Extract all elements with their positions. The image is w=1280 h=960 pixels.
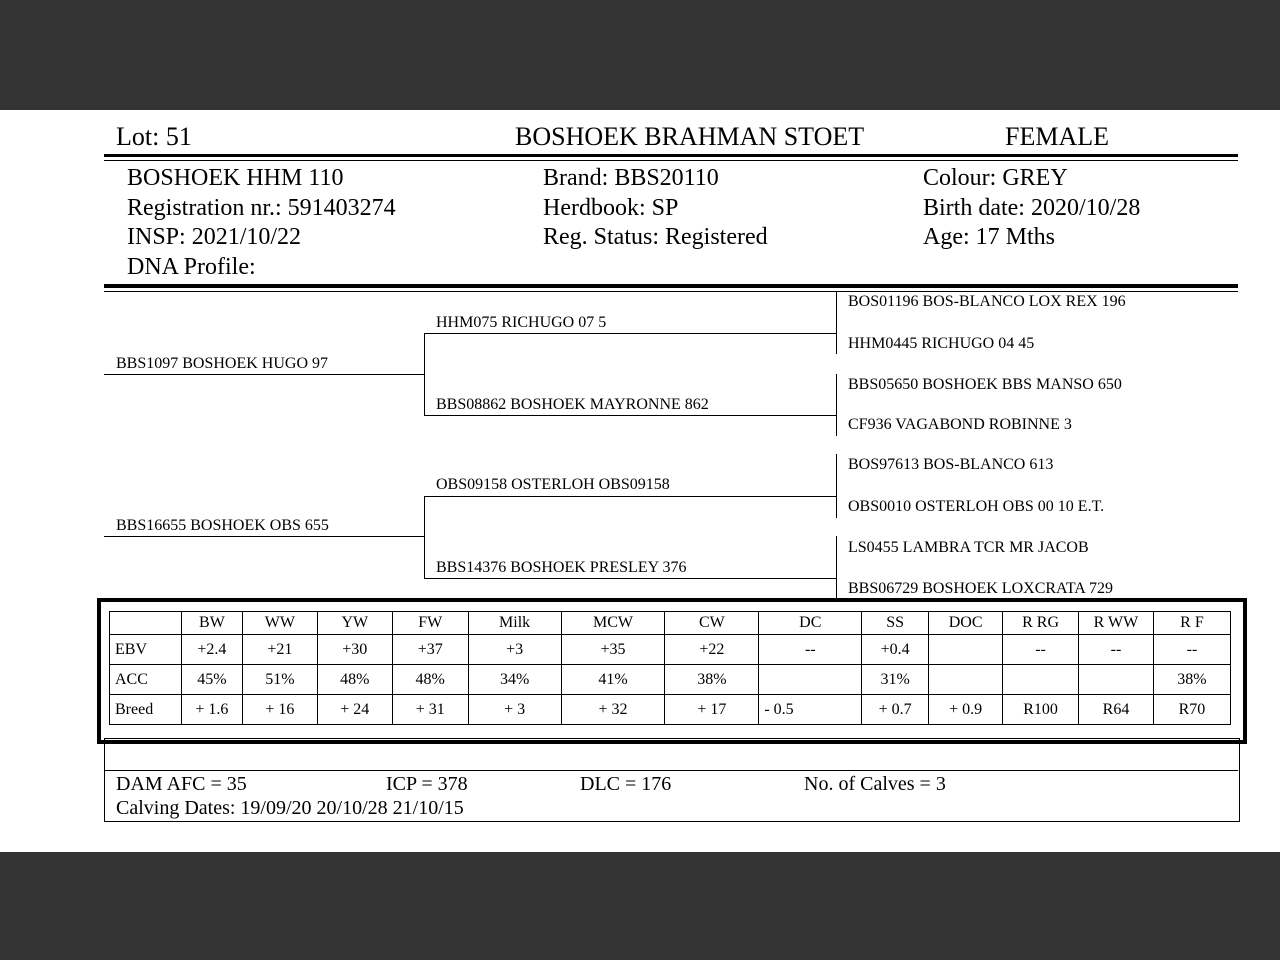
sire-sire-line (424, 333, 836, 334)
ebv-header-cell: YW (317, 612, 392, 635)
herdbook: Herdbook: SP (543, 195, 679, 221)
ebv-cell: R64 (1079, 695, 1154, 725)
dam-dam-line (424, 578, 836, 579)
ebv-cell: R70 (1153, 695, 1230, 725)
calving-dates: Calving Dates: 19/09/20 20/10/28 21/10/15 (116, 797, 464, 819)
sire-dam-line (424, 415, 836, 416)
dam-afc: DAM AFC = 35 (116, 773, 247, 795)
ebv-cell: + 32 (561, 695, 665, 725)
lot-catalog-page (0, 110, 1280, 852)
dam-statistics-divider (104, 770, 1238, 771)
pedigree-ggp-8: BBS06729 BOSHOEK LOXCRATA 729 (848, 580, 1113, 597)
brand: Brand: BBS20110 (543, 165, 719, 191)
pedigree-ggp-4: CF936 VAGABOND ROBINNE 3 (848, 416, 1072, 433)
dna-profile: DNA Profile: (127, 254, 256, 280)
age: Age: 17 Mths (923, 224, 1055, 250)
ebv-cell: 38% (665, 665, 759, 695)
ebv-cell: +0.4 (862, 635, 929, 665)
ebv-header-cell: DOC (929, 612, 1003, 635)
ebv-row (110, 695, 1231, 725)
ebv-header-cell: DC (759, 612, 862, 635)
dam-bracket (424, 496, 425, 578)
ebv-cell (929, 635, 1003, 665)
ebv-header-cell: FW (392, 612, 468, 635)
ebv-cell: +21 (242, 635, 317, 665)
sire-bracket (424, 333, 425, 415)
ebv-header-cell (110, 612, 182, 635)
ebv-cell: -- (759, 635, 862, 665)
icp: ICP = 378 (386, 773, 468, 795)
ebv-cell: 48% (392, 665, 468, 695)
ebv-cell: +22 (665, 635, 759, 665)
ebv-cell: 31% (862, 665, 929, 695)
ebv-row-label: EBV (110, 635, 182, 665)
header-rule-thick (104, 154, 1238, 157)
ebv-cell: + 24 (317, 695, 392, 725)
pedigree-ggp-3: BBS05650 BOSHOEK BBS MANSO 650 (848, 376, 1122, 393)
ebv-row-label: Breed (110, 695, 182, 725)
sex-label: FEMALE (1005, 122, 1109, 151)
dam-line (104, 536, 424, 537)
ggp-bracket-2 (836, 374, 837, 436)
ggp-bracket-3 (836, 454, 837, 518)
info-rule-thick (104, 284, 1238, 288)
ebv-header-cell: R WW (1079, 612, 1154, 635)
ebv-cell: 51% (242, 665, 317, 695)
ebv-cell: - 0.5 (759, 695, 862, 725)
pedigree-sire: BBS1097 BOSHOEK HUGO 97 (116, 355, 329, 372)
ebv-header-cell: R RG (1003, 612, 1079, 635)
registration-status: Reg. Status: Registered (543, 224, 768, 250)
ebv-cell: +37 (392, 635, 468, 665)
ebv-cell: + 17 (665, 695, 759, 725)
ebv-cell: +35 (561, 635, 665, 665)
pedigree-sire-dam: BBS08862 BOSHOEK MAYRONNE 862 (436, 396, 709, 413)
number-of-calves: No. of Calves = 3 (804, 773, 946, 795)
ebv-cell: + 3 (468, 695, 561, 725)
ebv-row-label: ACC (110, 665, 182, 695)
ebv-header-cell: BW (181, 612, 242, 635)
pedigree-dam-dam: BBS14376 BOSHOEK PRESLEY 376 (436, 559, 687, 576)
pedigree-ggp-2: HHM0445 RICHUGO 04 45 (848, 335, 1035, 352)
ebv-header-cell: CW (665, 612, 759, 635)
ebv-cell: + 0.7 (862, 695, 929, 725)
pedigree-ggp-6: OBS0010 OSTERLOH OBS 00 10 E.T. (848, 498, 1105, 515)
ebv-header-cell: Milk (468, 612, 561, 635)
header-rule-thin (104, 160, 1238, 161)
ggp-bracket-1 (836, 292, 837, 354)
pedigree-dam: BBS16655 BOSHOEK OBS 655 (116, 517, 329, 534)
ebv-cell (1003, 665, 1079, 695)
ebv-cell: + 0.9 (929, 695, 1003, 725)
ebv-header-cell: WW (242, 612, 317, 635)
pedigree-sire-sire: HHM075 RICHUGO 07 5 (436, 314, 607, 331)
ebv-cell: 45% (181, 665, 242, 695)
ebv-cell: + 31 (392, 695, 468, 725)
ebv-cell: 38% (1153, 665, 1230, 695)
ebv-cell: +30 (317, 635, 392, 665)
lot-number: Lot: 51 (116, 122, 192, 151)
ebv-cell (1079, 665, 1154, 695)
ebv-cell: -- (1153, 635, 1230, 665)
ebv-row (110, 665, 1231, 695)
sire-line (104, 374, 424, 375)
ebv-cell: 41% (561, 665, 665, 695)
ebv-row (110, 635, 1231, 665)
ebv-cell (929, 665, 1003, 695)
ebv-cell: -- (1003, 635, 1079, 665)
pedigree-ggp-5: BOS97613 BOS-BLANCO 613 (848, 456, 1054, 473)
colour: Colour: GREY (923, 165, 1068, 191)
ebv-table (109, 611, 1231, 725)
ggp-bracket-4 (836, 536, 837, 600)
ebv-header-row (110, 612, 1231, 635)
inspection-date: INSP: 2021/10/22 (127, 224, 302, 250)
ebv-cell: 48% (317, 665, 392, 695)
ebv-header-cell: MCW (561, 612, 665, 635)
sale-title: BOSHOEK BRAHMAN STOET (515, 122, 865, 151)
ebv-cell: -- (1079, 635, 1154, 665)
ebv-cell: R100 (1003, 695, 1079, 725)
ebv-cell: + 16 (242, 695, 317, 725)
ebv-header-cell: SS (862, 612, 929, 635)
ebv-cell: 34% (468, 665, 561, 695)
birth-date: Birth date: 2020/10/28 (923, 195, 1141, 221)
pedigree-ggp-7: LS0455 LAMBRA TCR MR JACOB (848, 539, 1089, 556)
pedigree-dam-sire: OBS09158 OSTERLOH OBS09158 (436, 476, 670, 493)
pedigree-ggp-1: BOS01196 BOS-BLANCO LOX REX 196 (848, 293, 1126, 310)
ebv-cell: + 1.6 (181, 695, 242, 725)
animal-name: BOSHOEK HHM 110 (127, 165, 344, 191)
dam-sire-line (424, 496, 836, 497)
ebv-cell: +2.4 (181, 635, 242, 665)
dlc: DLC = 176 (580, 773, 672, 795)
registration-number: Registration nr.: 591403274 (127, 195, 396, 221)
ebv-cell (759, 665, 862, 695)
ebv-cell: +3 (468, 635, 561, 665)
ebv-header-cell: R F (1153, 612, 1230, 635)
